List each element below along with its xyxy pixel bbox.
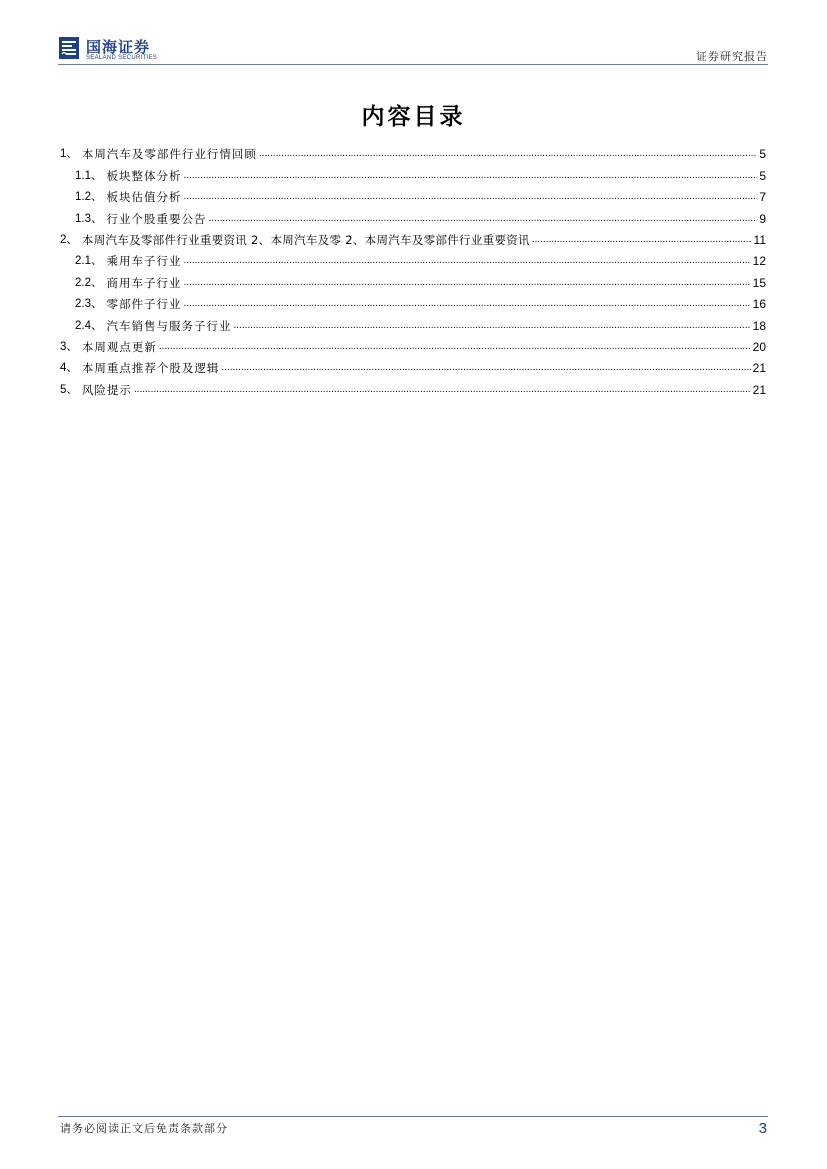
toc-entry-page: 7 (759, 190, 766, 205)
toc-entry-text: 板块估值分析 (106, 190, 182, 205)
toc-entry[interactable] (60, 247, 766, 268)
toc-leader-dots (221, 361, 750, 375)
toc-entry-number: 1、 (60, 148, 78, 161)
toc-entry[interactable] (60, 268, 766, 289)
toc-entry-number: 3、 (60, 340, 78, 353)
toc-entry-page: 5 (759, 147, 766, 162)
toc-entry-text: 本周重点推荐个股及逻辑 (81, 361, 220, 376)
report-type-label: 证券研究报告 (696, 50, 768, 63)
toc-entry-page: 5 (759, 168, 766, 183)
page-number: 3 (758, 1120, 767, 1137)
toc-leader-dots (234, 319, 751, 333)
toc-entry-text: 零部件子行业 (106, 297, 182, 312)
toc-entry-number: 2、 (60, 233, 78, 246)
toc-entry[interactable] (60, 204, 766, 225)
toc-entry-number: 1.1、 (75, 169, 103, 182)
toc-leader-dots (184, 297, 751, 311)
toc-entry[interactable] (60, 311, 766, 332)
toc-entry-number: 1.3、 (75, 212, 103, 225)
toc-entry-page: 21 (752, 382, 766, 397)
toc-leader-dots (532, 233, 752, 247)
toc-leader-dots (259, 147, 757, 161)
logo-english-name: SEALAND SECURITIES (86, 55, 158, 61)
toc-title: 内容目录 (361, 104, 466, 130)
toc-entry-text: 行业个股重要公告 (106, 211, 207, 226)
toc-entry-page: 21 (752, 361, 766, 376)
toc-entry-text: 本周观点更新 (81, 339, 157, 354)
toc-entry[interactable] (60, 183, 766, 204)
page-header (58, 34, 768, 64)
toc-entry[interactable] (60, 333, 766, 354)
toc-leader-dots (184, 169, 758, 183)
toc-entry-text: 本周汽车及零部件行业重要资讯 2、本周汽车及零 2、本周汽车及零部件行业重要资讯 (81, 232, 530, 247)
toc-leader-dots (184, 254, 751, 268)
toc-entry-text: 乘用车子行业 (106, 254, 182, 269)
table-of-contents (60, 140, 766, 397)
toc-entry-number: 2.4、 (75, 319, 103, 332)
footer-divider (58, 1116, 768, 1117)
toc-entry[interactable] (60, 140, 766, 161)
toc-leader-dots (184, 276, 751, 290)
toc-entry-page: 18 (752, 318, 766, 333)
toc-entry-text: 本周汽车及零部件行业行情回顾 (81, 147, 257, 162)
footer-disclaimer: 请务必阅读正文后免责条款部分 (60, 1122, 228, 1135)
toc-entry-text: 风险提示 (81, 382, 132, 397)
toc-entry-number: 5、 (60, 383, 78, 396)
toc-entry-number: 2.3、 (75, 298, 103, 311)
company-logo (58, 36, 218, 64)
toc-entry-text: 板块整体分析 (106, 168, 182, 183)
toc-entry[interactable] (60, 375, 766, 396)
toc-entry-number: 4、 (60, 362, 78, 375)
header-divider (58, 64, 768, 65)
toc-entry[interactable] (60, 290, 766, 311)
toc-leader-dots (184, 190, 758, 204)
toc-entry-page: 12 (752, 254, 766, 269)
toc-entry-page: 16 (752, 297, 766, 312)
toc-entry-page: 9 (759, 211, 766, 226)
toc-entry[interactable] (60, 161, 766, 182)
toc-entry-text: 汽车销售与服务子行业 (106, 318, 232, 333)
sealand-logo-icon (58, 36, 80, 60)
toc-entry-page: 11 (753, 232, 766, 247)
toc-entry-page: 20 (752, 339, 766, 354)
toc-entry-text: 商用车子行业 (106, 275, 182, 290)
toc-entry-page: 15 (752, 275, 766, 290)
logo-chinese-name: 国海证券 (86, 38, 151, 56)
toc-entry[interactable] (60, 226, 766, 247)
toc-entry[interactable] (60, 354, 766, 375)
toc-entry-number: 2.2、 (75, 276, 103, 289)
toc-leader-dots (159, 340, 751, 354)
toc-leader-dots (134, 383, 751, 397)
toc-leader-dots (209, 212, 758, 226)
toc-entry-number: 2.1、 (75, 255, 103, 268)
toc-entry-number: 1.2、 (75, 191, 103, 204)
